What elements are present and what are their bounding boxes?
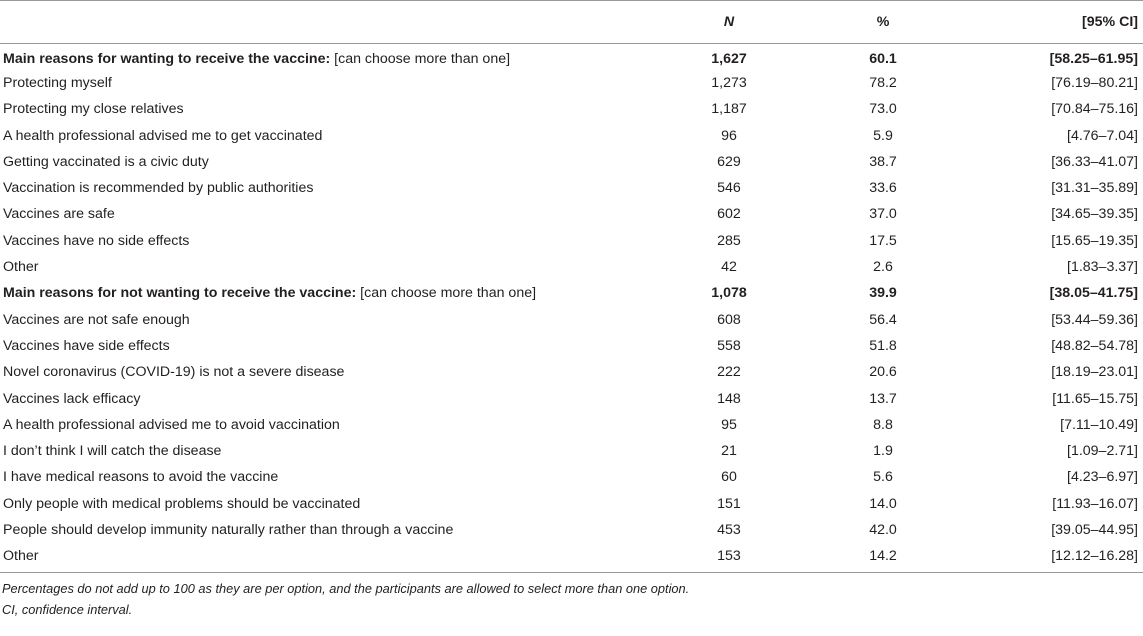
row-percent: 5.6	[873, 469, 893, 486]
section-note: [can choose more than one]	[360, 285, 537, 302]
table-row	[0, 254, 1143, 280]
section-ci: [58.25–61.95]	[1049, 50, 1138, 67]
row-label: I don’t think I will catch the disease	[3, 443, 222, 460]
row-label: Vaccines are safe	[3, 206, 115, 223]
table-row	[0, 175, 1143, 201]
row-n: 153	[717, 548, 741, 565]
table-row	[0, 517, 1143, 543]
row-label: Only people with medical problems should be vaccinated	[3, 495, 361, 512]
section-label	[0, 280, 640, 306]
row-ci: [1.83–3.37]	[1067, 259, 1138, 276]
row-label: A health professional advised me to get vaccinated	[3, 127, 323, 144]
row-n: 602	[717, 206, 741, 223]
row-n: 285	[717, 232, 741, 249]
row-label: Protecting myself	[3, 74, 112, 91]
table-row	[0, 201, 1143, 227]
row-ci: [1.09–2.71]	[1067, 443, 1138, 460]
row-percent: 78.2	[869, 74, 897, 91]
row-ci: [15.65–19.35]	[1051, 232, 1138, 249]
row-ci: [31.31–35.89]	[1051, 180, 1138, 197]
row-ci: [11.93–16.07]	[1052, 495, 1138, 512]
row-percent: 56.4	[869, 311, 897, 328]
table-header	[0, 1, 1143, 44]
table-row	[0, 96, 1143, 122]
header-ci: [95% CI]	[1082, 14, 1138, 30]
header-n: N	[723, 14, 735, 30]
table-bottom-rule	[0, 572, 1143, 573]
row-label: People should develop immunity naturally rather than through a vaccine	[3, 521, 454, 538]
section-n: 1,627	[711, 50, 747, 67]
row-ci: [11.65–15.75]	[1052, 390, 1138, 407]
row-n: 608	[717, 311, 741, 328]
row-percent: 33.6	[869, 180, 897, 197]
row-n: 42	[721, 259, 737, 276]
row-ci: [53.44–59.36]	[1051, 311, 1138, 328]
table-row	[0, 412, 1143, 438]
row-n: 453	[717, 521, 741, 538]
row-ci: [7.11–10.49]	[1060, 416, 1138, 433]
row-label: I have medical reasons to avoid the vaccine	[3, 469, 279, 486]
row-ci: [76.19–80.21]	[1051, 74, 1138, 91]
table-row	[0, 438, 1143, 464]
table-row	[0, 149, 1143, 175]
row-label: Vaccines lack efficacy	[3, 390, 141, 407]
footnote-percentages: Percentages do not add up to 100 as they are per option, and the participants are allowed to select more than one option.	[2, 581, 690, 597]
section-row	[0, 280, 1143, 306]
row-percent: 73.0	[869, 101, 897, 118]
row-label: Other	[3, 259, 39, 276]
row-n: 60	[721, 469, 737, 486]
row-label: Vaccines have side effects	[3, 337, 170, 354]
row-label: Protecting my close relatives	[3, 101, 184, 118]
row-ci: [39.05–44.95]	[1051, 521, 1138, 538]
section-title: Main reasons for wanting to receive the vaccine:	[3, 50, 331, 67]
table-row	[0, 385, 1143, 411]
row-label: Getting vaccinated is a civic duty	[3, 153, 209, 170]
row-n: 21	[721, 443, 737, 460]
table-body	[0, 44, 1143, 570]
header-label	[0, 1, 640, 44]
row-n: 151	[717, 495, 741, 512]
row-n: 148	[717, 390, 741, 407]
table-row	[0, 333, 1143, 359]
row-label: A health professional advised me to avoid vaccination	[3, 416, 340, 433]
row-n: 96	[721, 127, 737, 144]
row-n: 1,273	[711, 74, 747, 91]
row-ci: [36.33–41.07]	[1051, 153, 1138, 170]
header-row	[0, 1, 1143, 44]
row-percent: 38.7	[869, 153, 897, 170]
row-percent: 13.7	[869, 390, 897, 407]
table-row	[0, 122, 1143, 148]
section-row	[0, 44, 1143, 70]
row-percent: 5.9	[873, 127, 893, 144]
row-n: 222	[717, 364, 741, 381]
row-n: 629	[717, 153, 741, 170]
row-label: Vaccines have no side effects	[3, 232, 190, 249]
row-percent: 14.2	[869, 548, 897, 565]
section-ci: [38.05–41.75]	[1049, 285, 1138, 302]
section-n: 1,078	[711, 285, 747, 302]
table-footnotes	[0, 578, 1143, 620]
row-percent: 42.0	[869, 521, 897, 538]
row-label: Vaccination is recommended by public authorities	[3, 180, 314, 197]
row-ci: [12.12–16.28]	[1051, 548, 1138, 565]
table-row	[0, 359, 1143, 385]
row-ci: [18.19–23.01]	[1051, 364, 1138, 381]
row-n: 546	[717, 180, 741, 197]
section-note: [can choose more than one]	[334, 50, 511, 67]
row-percent: 51.8	[869, 337, 897, 354]
section-percent: 39.9	[869, 285, 897, 302]
table-row	[0, 70, 1143, 96]
row-n: 1,187	[711, 101, 747, 118]
row-ci: [70.84–75.16]	[1051, 101, 1138, 118]
table-row	[0, 464, 1143, 490]
row-ci: [4.23–6.97]	[1067, 469, 1138, 486]
row-ci: [48.82–54.78]	[1051, 337, 1138, 354]
table-row	[0, 543, 1143, 569]
table-row	[0, 491, 1143, 517]
section-percent: 60.1	[869, 50, 897, 67]
row-label: Vaccines are not safe enough	[3, 311, 190, 328]
row-percent: 20.6	[869, 364, 897, 381]
row-n: 95	[721, 416, 737, 433]
row-percent: 37.0	[869, 206, 897, 223]
row-ci: [34.65–39.35]	[1051, 206, 1138, 223]
row-label: Other	[3, 548, 39, 565]
row-ci: [4.76–7.04]	[1067, 127, 1138, 144]
footnote-ci: CI, confidence interval.	[2, 602, 133, 618]
row-percent: 8.8	[873, 416, 893, 433]
table-row	[0, 228, 1143, 254]
section-title: Main reasons for not wanting to receive the vaccine:	[3, 285, 357, 302]
section-label	[0, 44, 640, 70]
row-n: 558	[717, 337, 741, 354]
row-label: Novel coronavirus (COVID-19) is not a severe disease	[3, 364, 345, 381]
row-percent: 17.5	[869, 232, 897, 249]
header-percent: %	[876, 14, 890, 30]
row-percent: 2.6	[873, 259, 893, 276]
row-percent: 14.0	[869, 495, 897, 512]
row-percent: 1.9	[873, 443, 893, 460]
table-row	[0, 306, 1143, 332]
